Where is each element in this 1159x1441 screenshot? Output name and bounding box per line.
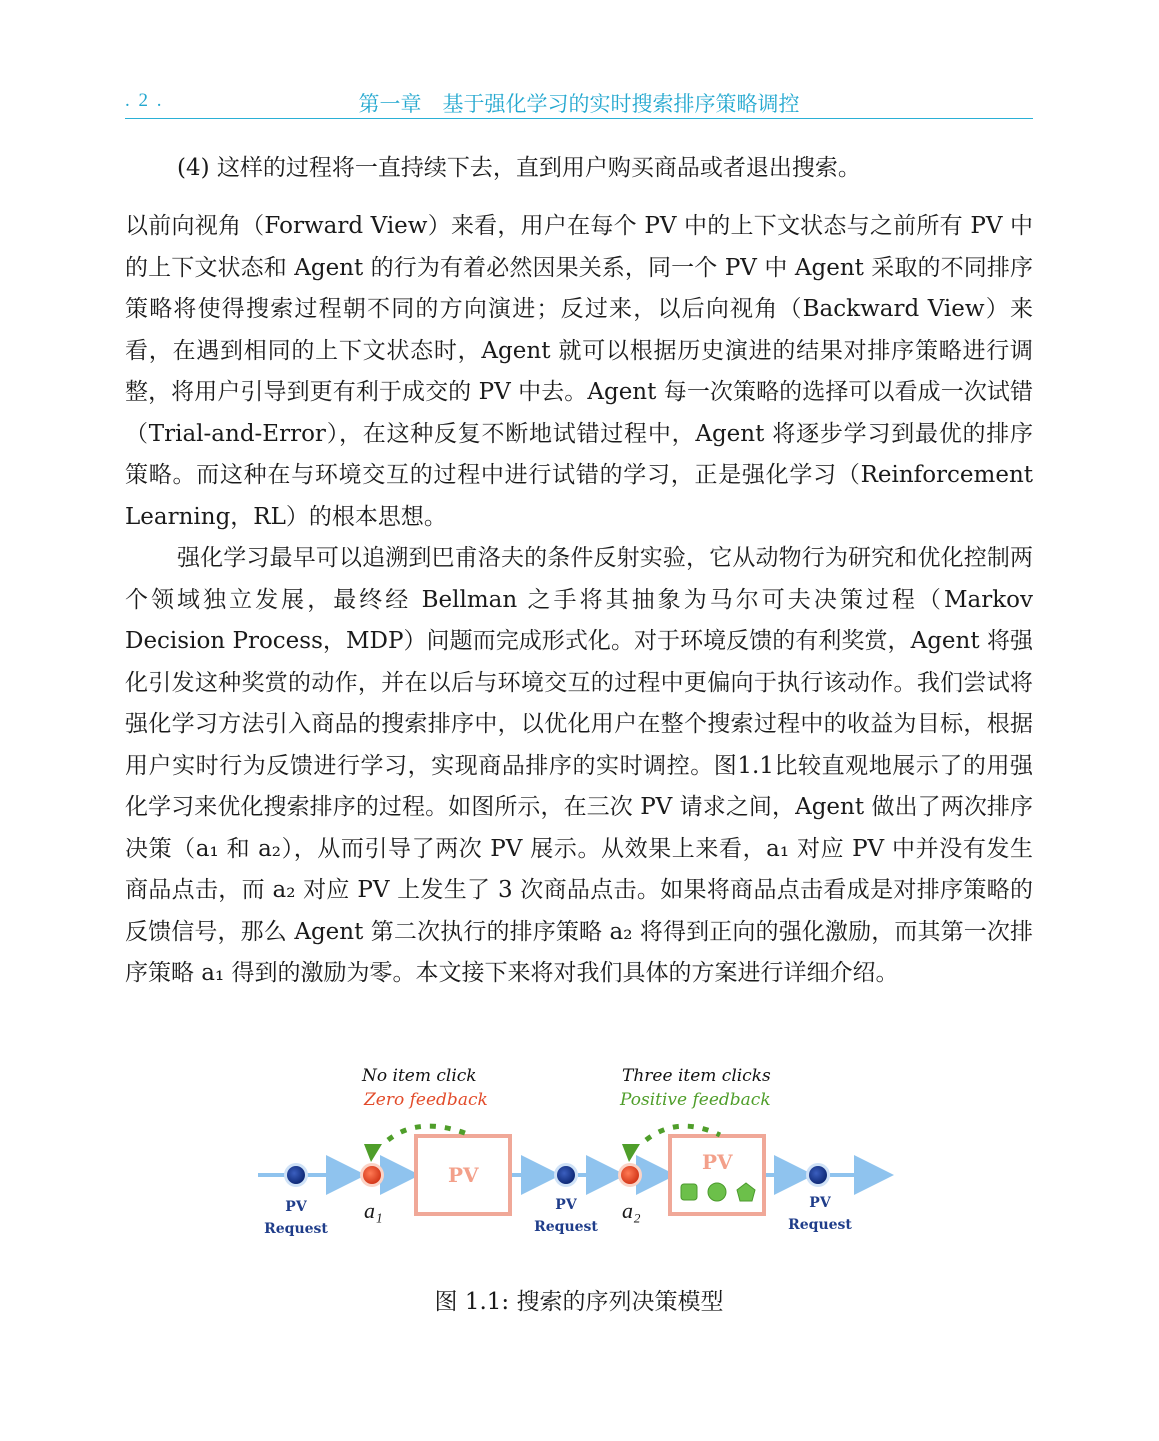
body-text-main bbox=[125, 206, 1033, 995]
feedback-triangle-1 bbox=[364, 1144, 382, 1162]
pv-request-label-1: PV Request bbox=[264, 1199, 328, 1237]
feedback-triangle-2 bbox=[622, 1144, 640, 1162]
paragraph-reinforcement-learning: 强化学习最早可以追溯到巴甫洛夫的条件反射实验，它从动物行为研究和优化控制两个领域独立发展，最终经 Bellman 之手将其抽象为马尔可夫决策过程（Markov Decision Process，MDP）问题而完成形式化。对于环境反馈的有利奖赏，Agent 将强化引发这种奖赏的动作，并在以后与环境交互的过程中更偏向于执行该动作。我们尝试将强化学习方法引入商品的搜索排序中，以优化用户在整个搜索过程中的收益为目标，根据用户实时行为反馈进行学习，实现商品排序的实时调控。图1.1比较直观地展示了的用强化学习来优化搜索排序的过程。如图所示，在三次 PV 请求之间，Agent 做出了两次排序决策（a₁ 和 a₂），从而引导了两次 PV 展示。从效果上来看，a₁ 对应 PV 中并没有发生商品点击，而 a₂ 对应 PV 上发生了 3 次商品点击。如果将商品点击看成是对排序策略的反馈信号，那么 Agent 第二次执行的排序策略 a₂ 将得到正向的强化激励，而其第一次排序策略 a₁ 得到的激励为零。本文接下来将对我们具体的方案进行详细介绍。 bbox=[125, 545, 1033, 986]
pv-box-1-label: PV bbox=[448, 1163, 479, 1187]
pv-box-2-label: PV bbox=[702, 1150, 733, 1174]
figure-caption: 图 1.1: 搜索的序列决策模型 bbox=[434, 1289, 724, 1315]
pv-request-label-2: PV Request bbox=[534, 1197, 598, 1235]
action-label-1: a₁ bbox=[364, 1198, 383, 1223]
body-text bbox=[125, 148, 1033, 190]
item-square-icon bbox=[681, 1184, 697, 1200]
paragraph-forward-view: 以前向视角（Forward View）来看，用户在每个 PV 中的上下文状态与之前所有 PV 中的上下文状态和 Agent 的行为有着必然因果关系，同一个 PV 中 Agent 采取的不同排序策略将使得搜索过程朝不同的方向演进；反过来，以后向视角（Backward View）来看，在遇到相同的上下文状态时，Agent 就可以根据历史演进的结果对排序策略进行调整，将用户引导到更有利于成交的 PV 中去。Agent 每一次策略的选择可以看成一次试错（Trial-and-Error），在这种反复不断地试错过程中，Agent 将逐步学习到最优的排序策略。而这种在与环境交互的过程中进行试错的学习，正是强化学习（Reinforcement Learning，RL）的根本思想。 bbox=[125, 213, 1033, 530]
annotation-no-click: No item click bbox=[362, 1066, 477, 1086]
annotation-positive-feedback: Positive feedback bbox=[620, 1090, 771, 1110]
running-title: 第一章 基于强化学习的实时搜索排序策略调控 bbox=[358, 92, 800, 116]
pv-box-2 bbox=[670, 1136, 764, 1214]
pv-request-label-3: PV Request bbox=[788, 1195, 852, 1233]
item-circle-icon bbox=[708, 1183, 726, 1201]
page-number: . 2 . bbox=[125, 90, 164, 111]
running-header bbox=[125, 86, 1033, 119]
annotation-three-clicks: Three item clicks bbox=[622, 1066, 771, 1086]
list-item-4: (4) 这样的过程将一直持续下去，直到用户购买商品或者退出搜索。 bbox=[177, 155, 861, 181]
figure-sequential-decision bbox=[250, 1060, 910, 1260]
action-label-2: a₂ bbox=[622, 1198, 641, 1223]
annotation-zero-feedback: Zero feedback bbox=[364, 1090, 488, 1110]
